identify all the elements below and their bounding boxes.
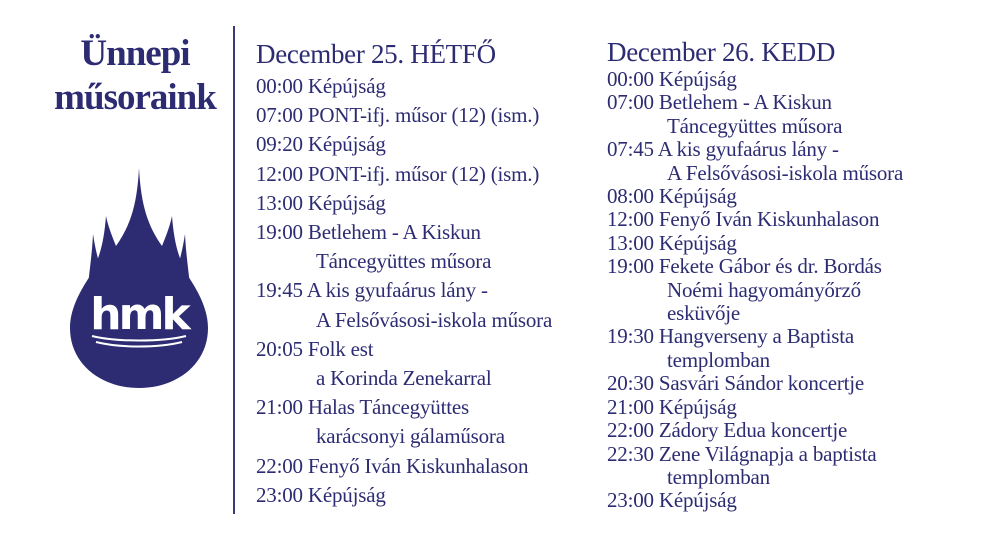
entry-title: Képújság — [307, 132, 386, 157]
entry-continuation: A Felsővásosi-iskola műsora — [316, 307, 553, 332]
entry-continuation: karácsonyi gálaműsora — [316, 424, 505, 449]
entry-title: Képújság — [658, 230, 737, 255]
schedule-entry — [256, 130, 552, 159]
title-line-2: műsoraink — [54, 77, 216, 118]
entry-time: 23:00 — [607, 488, 654, 513]
entry-time: 12:00 — [607, 207, 654, 232]
entry-time: 22:30 — [607, 441, 654, 466]
entry-time: 09:20 — [256, 132, 303, 157]
entry-time: 08:00 — [607, 184, 654, 209]
entry-title: Hangverseny a Baptista — [658, 324, 854, 349]
day-heading: December 26. KEDD — [607, 37, 836, 67]
entry-continuation: Táncegyüttes műsora — [667, 113, 843, 138]
schedule-entry — [256, 481, 552, 510]
entry-time: 07:00 — [607, 90, 654, 115]
entry-time: 20:05 — [256, 336, 303, 361]
entry-title: Képújság — [658, 394, 737, 419]
entry-time: 19:45 — [256, 278, 303, 303]
schedule-entry — [607, 443, 903, 466]
entry-continuation: a Korinda Zenekarral — [316, 366, 492, 391]
title-line-1: Ünnepi — [80, 33, 190, 74]
entry-time: 20:30 — [607, 371, 654, 396]
entry-time: 22:00 — [256, 453, 303, 478]
entry-continuation: templomban — [667, 347, 770, 372]
entry-continuation: A Felsővásosi-iskola műsora — [667, 160, 904, 185]
schedule-day-2 — [607, 36, 903, 513]
schedule-entry — [607, 185, 903, 208]
entry-title: Képújság — [658, 184, 737, 209]
entry-time: 00:00 — [256, 74, 303, 98]
schedule-entry — [607, 255, 903, 278]
entry-time: 12:00 — [256, 161, 303, 186]
page-title — [40, 32, 230, 120]
entry-time: 07:00 — [256, 103, 303, 128]
schedule-entry — [607, 372, 903, 395]
entry-title: Fekete Gábor és dr. Bordás — [658, 254, 882, 279]
schedule-entry — [256, 72, 552, 101]
entry-time: 19:00 — [607, 254, 654, 279]
column-divider — [233, 26, 235, 514]
entry-title: Fenyő Iván Kiskunhalason — [307, 453, 529, 478]
schedule-entry — [256, 335, 552, 364]
entry-time: 23:00 — [256, 482, 303, 507]
schedule-entry — [607, 232, 903, 255]
entry-title: Képújság — [307, 482, 386, 507]
entry-time: 00:00 — [607, 67, 654, 91]
day-1-entries — [256, 72, 552, 510]
entry-continuation: templomban — [667, 464, 770, 489]
schedule-day-1 — [256, 36, 552, 510]
entry-title: Zene Világnapja a baptista — [658, 441, 877, 466]
schedule-entry — [607, 489, 903, 512]
entry-time: 19:00 — [256, 220, 303, 245]
entry-time: 07:45 — [607, 137, 654, 162]
entry-continuation: esküvője — [667, 301, 741, 326]
entry-title: PONT-ifj. műsor (12) (ism.) — [307, 161, 540, 186]
entry-title: Zádory Edua koncertje — [658, 418, 848, 443]
entry-title: Képújság — [658, 488, 737, 513]
entry-title: Folk est — [307, 336, 374, 361]
schedule-entry — [607, 138, 903, 161]
entry-continuation: Táncegyüttes műsora — [316, 249, 492, 274]
entry-time: 13:00 — [607, 230, 654, 255]
entry-time: 13:00 — [256, 190, 303, 215]
schedule-entry — [256, 218, 552, 247]
schedule-entry — [256, 276, 552, 305]
schedule-entry — [256, 393, 552, 422]
entry-title: Képújság — [658, 67, 737, 91]
entry-title: Betlehem - A Kiskun — [658, 90, 832, 115]
schedule-entry — [607, 91, 903, 114]
entry-title: Képújság — [307, 190, 386, 215]
entry-title: Betlehem - A Kiskun — [307, 220, 481, 245]
entry-title: A kis gyufaárus lány - — [657, 137, 839, 162]
schedule-entry — [256, 160, 552, 189]
entry-title: Halas Táncegyüttes — [307, 395, 469, 420]
entry-time: 22:00 — [607, 418, 654, 443]
schedule-entry — [607, 208, 903, 231]
entry-title: Képújság — [307, 74, 386, 98]
entry-time: 21:00 — [607, 394, 654, 419]
entry-title: A kis gyufaárus lány - — [306, 278, 488, 303]
entry-title: Fenyő Iván Kiskunhalason — [658, 207, 880, 232]
schedule-entry — [607, 419, 903, 442]
entry-title: PONT-ifj. műsor (12) (ism.) — [307, 103, 540, 128]
schedule-entry — [256, 101, 552, 130]
day-2-entries — [607, 68, 903, 513]
schedule-entry — [256, 452, 552, 481]
schedule-entry — [607, 325, 903, 348]
entry-time: 21:00 — [256, 395, 303, 420]
logo-text: hmk — [90, 289, 188, 340]
entry-time: 19:30 — [607, 324, 654, 349]
schedule-entry — [607, 396, 903, 419]
hmk-logo — [66, 166, 212, 392]
entry-title: Sasvári Sándor koncertje — [658, 371, 865, 396]
schedule-entry — [607, 68, 903, 91]
entry-continuation: Noémi hagyományőrző — [667, 277, 861, 302]
day-heading: December 25. HÉTFŐ — [256, 39, 496, 69]
schedule-entry — [256, 189, 552, 218]
